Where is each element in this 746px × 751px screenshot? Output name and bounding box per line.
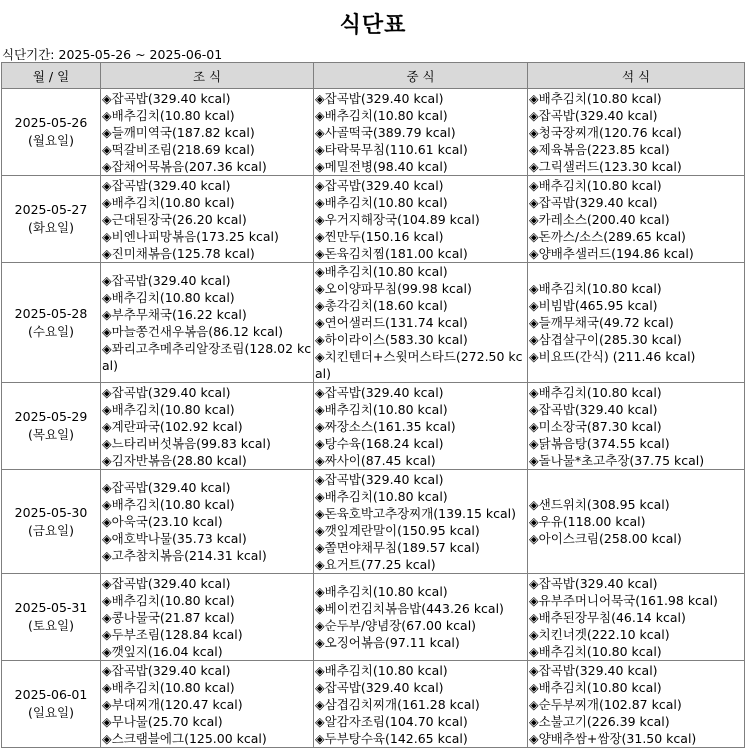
date-cell [2, 89, 101, 176]
menu-item: ◈ 스크램블에그(125.00 kcal) [102, 730, 313, 747]
menu-item: ◈ 애호박나물(35.73 kcal) [102, 530, 313, 547]
dinner-cell [528, 89, 745, 176]
weekday-text: (화요일) [28, 220, 74, 235]
lunch-cell [314, 176, 528, 263]
menu-item: ◈ 잡곡밥(329.40 kcal) [315, 679, 527, 696]
menu-item: ◈ 배추김치(10.80 kcal) [315, 488, 527, 505]
menu-item: ◈ 샌드위치(308.95 kcal) [529, 496, 744, 513]
menu-item: ◈ 요거트(77.25 kcal) [315, 556, 527, 573]
menu-item: ◈ 잡곡밥(329.40 kcal) [102, 662, 313, 679]
menu-item: ◈ 배추김치(10.80 kcal) [102, 107, 313, 124]
date-cell [2, 176, 101, 263]
header-date: 월 / 일 [2, 63, 101, 89]
date-text: 2025-05-31 [14, 600, 88, 615]
date-cell [2, 574, 101, 661]
menu-item: ◈ 잡곡밥(329.40 kcal) [529, 662, 744, 679]
lunch-cell [314, 89, 528, 176]
menu-item: ◈ 비엔나피망볶음(173.25 kcal) [102, 228, 313, 245]
menu-item: ◈ 배추김치(10.80 kcal) [102, 194, 313, 211]
menu-item: ◈ 배추김치(10.80 kcal) [529, 679, 744, 696]
menu-item: ◈ 김자반볶음(28.80 kcal) [102, 452, 313, 469]
dinner-cell [528, 383, 745, 470]
meal-row [2, 383, 745, 470]
header-breakfast: 조 식 [101, 63, 314, 89]
menu-item: ◈ 유부주머니어묵국(161.98 kcal) [529, 592, 744, 609]
menu-item: ◈ 소불고기(226.39 kcal) [529, 713, 744, 730]
menu-item: ◈ 잡곡밥(329.40 kcal) [102, 384, 313, 401]
menu-item: ◈ 닭볶음탕(374.55 kcal) [529, 435, 744, 452]
menu-item: ◈ 치킨너겟(222.10 kcal) [529, 626, 744, 643]
breakfast-cell [101, 263, 314, 383]
menu-item: ◈ 잡곡밥(329.40 kcal) [102, 90, 313, 107]
menu-item: ◈ 알감자조림(104.70 kcal) [315, 713, 527, 730]
menu-item: ◈ 삼겹살구이(285.30 kcal) [529, 331, 744, 348]
header-row [2, 63, 745, 89]
menu-item: ◈ 순두부찌개(102.87 kcal) [529, 696, 744, 713]
weekday-text: (토요일) [28, 618, 74, 633]
menu-item: ◈ 타락묵무침(110.61 kcal) [315, 141, 527, 158]
menu-item: ◈ 쫄면야채무침(189.57 kcal) [315, 539, 527, 556]
meal-row [2, 176, 745, 263]
menu-item: ◈ 마늘쫑건새우볶음(86.12 kcal) [102, 323, 313, 340]
menu-item: ◈ 양배추샐러드(194.86 kcal) [529, 245, 744, 262]
date-cell [2, 263, 101, 383]
menu-item: ◈ 깻잎지(16.04 kcal) [102, 643, 313, 660]
header-dinner: 석 식 [528, 63, 745, 89]
menu-item: ◈ 카레소스(200.40 kcal) [529, 211, 744, 228]
menu-item: ◈ 고추참치볶음(214.31 kcal) [102, 547, 313, 564]
menu-item: ◈ 진미채볶음(125.78 kcal) [102, 245, 313, 262]
date-text: 2025-05-26 [14, 115, 88, 130]
meal-row [2, 574, 745, 661]
menu-item: ◈ 배추김치(10.80 kcal) [315, 194, 527, 211]
menu-item: ◈ 찐만두(150.16 kcal) [315, 228, 527, 245]
menu-item: ◈ 잡곡밥(329.40 kcal) [315, 177, 527, 194]
menu-item: ◈ 근대된장국(26.20 kcal) [102, 211, 313, 228]
meal-row [2, 470, 745, 574]
menu-item: ◈ 잡채어묵볶음(207.36 kcal) [102, 158, 313, 175]
menu-item: ◈ 무나물(25.70 kcal) [102, 713, 313, 730]
lunch-cell [314, 383, 528, 470]
menu-item: ◈ 배추김치(10.80 kcal) [315, 401, 527, 418]
menu-item: ◈ 아욱국(23.10 kcal) [102, 513, 313, 530]
meal-table [1, 62, 745, 748]
menu-item: ◈ 치킨텐더+스윗머스타드(272.50 kcal) [315, 348, 527, 382]
menu-item: ◈ 잡곡밥(329.40 kcal) [529, 194, 744, 211]
menu-item: ◈ 순두부/양념장(67.00 kcal) [315, 617, 527, 634]
dinner-cell [528, 661, 745, 748]
menu-item: ◈ 부대찌개(120.47 kcal) [102, 696, 313, 713]
menu-item: ◈ 베이컨김치볶음밥(443.26 kcal) [315, 600, 527, 617]
menu-item: ◈ 들깨무채국(49.72 kcal) [529, 314, 744, 331]
menu-item: ◈ 총각김치(18.60 kcal) [315, 297, 527, 314]
menu-item: ◈ 배추김치(10.80 kcal) [315, 662, 527, 679]
date-text: 2025-05-30 [14, 504, 88, 520]
menu-item: ◈ 오이양파무침(99.98 kcal) [315, 280, 527, 297]
menu-item: ◈ 꽈리고추메추리알장조림(128.02 kcal) [102, 340, 313, 374]
lunch-cell [314, 661, 528, 748]
date-text: 2025-05-27 [14, 202, 88, 217]
menu-item: ◈ 연어샐러드(131.74 kcal) [315, 314, 527, 331]
menu-item: ◈ 부추무채국(16.22 kcal) [102, 306, 313, 323]
menu-item: ◈ 느타리버섯볶음(99.83 kcal) [102, 435, 313, 452]
menu-item: ◈ 탕수육(168.24 kcal) [315, 435, 527, 452]
menu-item: ◈ 하이라이스(583.30 kcal) [315, 331, 527, 348]
menu-item: ◈ 배추된장무침(46.14 kcal) [529, 609, 744, 626]
breakfast-cell [101, 383, 314, 470]
dinner-cell [528, 470, 745, 574]
page-title: 식단표 [339, 13, 407, 38]
header-lunch: 중 식 [314, 63, 528, 89]
dinner-cell [528, 263, 745, 383]
menu-item: ◈ 배추김치(10.80 kcal) [102, 289, 313, 306]
date-cell [2, 661, 101, 748]
menu-item: ◈ 미소장국(87.30 kcal) [529, 418, 744, 435]
date-cell [2, 383, 101, 470]
menu-item: ◈ 잡곡밥(329.40 kcal) [529, 575, 744, 592]
weekday-text: (금요일) [28, 522, 74, 538]
menu-item: ◈ 배추김치(10.80 kcal) [315, 107, 527, 124]
meal-row [2, 661, 745, 748]
menu-item: ◈ 비요뜨(간식) (211.46 kcal) [529, 348, 744, 365]
menu-item: ◈ 잡곡밥(329.40 kcal) [529, 401, 744, 418]
menu-item: ◈ 두부탕수육(142.65 kcal) [315, 730, 527, 747]
meal-row [2, 89, 745, 176]
menu-item: ◈ 그릭샐러드(123.30 kcal) [529, 158, 744, 175]
menu-item: ◈ 잡곡밥(329.40 kcal) [315, 471, 527, 488]
menu-item: ◈ 잡곡밥(329.40 kcal) [315, 90, 527, 107]
menu-item: ◈ 배추김치(10.80 kcal) [529, 90, 744, 107]
menu-item: ◈ 배추김치(10.80 kcal) [529, 643, 744, 660]
menu-item: ◈ 양배추쌈+쌈장(31.50 kcal) [529, 730, 744, 747]
menu-item: ◈ 오징어볶음(97.11 kcal) [315, 634, 527, 651]
menu-item: ◈ 두부조림(128.84 kcal) [102, 626, 313, 643]
meal-row [2, 263, 745, 383]
menu-item: ◈ 배추김치(10.80 kcal) [102, 401, 313, 418]
weekday-text: (일요일) [28, 705, 74, 720]
date-cell [2, 470, 101, 574]
menu-item: ◈ 청국장찌개(120.76 kcal) [529, 124, 744, 141]
meal-period: 식단기간: 2025-05-26 ~ 2025-06-01 [2, 47, 223, 62]
menu-item: ◈ 잡곡밥(329.40 kcal) [102, 272, 313, 289]
weekday-text: (목요일) [28, 427, 74, 442]
menu-item: ◈ 계란파국(102.92 kcal) [102, 418, 313, 435]
menu-item: ◈ 제육볶음(223.85 kcal) [529, 141, 744, 158]
date-text: 2025-06-01 [14, 687, 88, 702]
menu-item: ◈ 배추김치(10.80 kcal) [529, 280, 744, 297]
menu-item: ◈ 돈육호박고추장찌개(139.15 kcal) [315, 505, 527, 522]
menu-item: ◈ 들깨미역국(187.82 kcal) [102, 124, 313, 141]
menu-item: ◈ 잡곡밥(329.40 kcal) [102, 575, 313, 592]
menu-item: ◈ 떡갈비조림(218.69 kcal) [102, 141, 313, 158]
breakfast-cell [101, 661, 314, 748]
menu-item: ◈ 사골떡국(389.79 kcal) [315, 124, 527, 141]
lunch-cell [314, 470, 528, 574]
menu-item: ◈ 우유(118.00 kcal) [529, 513, 744, 530]
menu-item: ◈ 배추김치(10.80 kcal) [102, 679, 313, 696]
menu-item: ◈ 돌나물*초고추장(37.75 kcal) [529, 452, 744, 469]
menu-item: ◈ 돈육김치찜(181.00 kcal) [315, 245, 527, 262]
menu-item: ◈ 잡곡밥(329.40 kcal) [102, 479, 313, 496]
menu-item: ◈ 아이스크림(258.00 kcal) [529, 530, 744, 547]
dinner-cell [528, 574, 745, 661]
menu-item: ◈ 돈까스/소스(289.65 kcal) [529, 228, 744, 245]
menu-item: ◈ 잡곡밥(329.40 kcal) [102, 177, 313, 194]
menu-item: ◈ 짜장소스(161.35 kcal) [315, 418, 527, 435]
weekday-text: (수요일) [28, 323, 74, 339]
menu-item: ◈ 콩나물국(21.87 kcal) [102, 609, 313, 626]
menu-item: ◈ 잡곡밥(329.40 kcal) [315, 384, 527, 401]
date-text: 2025-05-29 [14, 409, 88, 424]
dinner-cell [528, 176, 745, 263]
date-text: 2025-05-28 [14, 305, 88, 321]
menu-item: ◈ 배추김치(10.80 kcal) [102, 592, 313, 609]
menu-item: ◈ 배추김치(10.80 kcal) [102, 496, 313, 513]
breakfast-cell [101, 176, 314, 263]
breakfast-cell [101, 470, 314, 574]
lunch-cell [314, 263, 528, 383]
menu-item: ◈ 비빔밥(465.95 kcal) [529, 297, 744, 314]
menu-item: ◈ 짜사이(87.45 kcal) [315, 452, 527, 469]
menu-item: ◈ 메밀전병(98.40 kcal) [315, 158, 527, 175]
menu-item: ◈ 삼겹김치찌개(161.28 kcal) [315, 696, 527, 713]
lunch-cell [314, 574, 528, 661]
menu-item: ◈ 잡곡밥(329.40 kcal) [529, 107, 744, 124]
weekday-text: (월요일) [28, 133, 74, 148]
menu-item: ◈ 깻잎계란말이(150.95 kcal) [315, 522, 527, 539]
menu-item: ◈ 배추김치(10.80 kcal) [315, 583, 527, 600]
menu-item: ◈ 배추김치(10.80 kcal) [315, 263, 527, 280]
breakfast-cell [101, 89, 314, 176]
menu-item: ◈ 배추김치(10.80 kcal) [529, 384, 744, 401]
menu-item: ◈ 우거지해장국(104.89 kcal) [315, 211, 527, 228]
menu-item: ◈ 배추김치(10.80 kcal) [529, 177, 744, 194]
breakfast-cell [101, 574, 314, 661]
